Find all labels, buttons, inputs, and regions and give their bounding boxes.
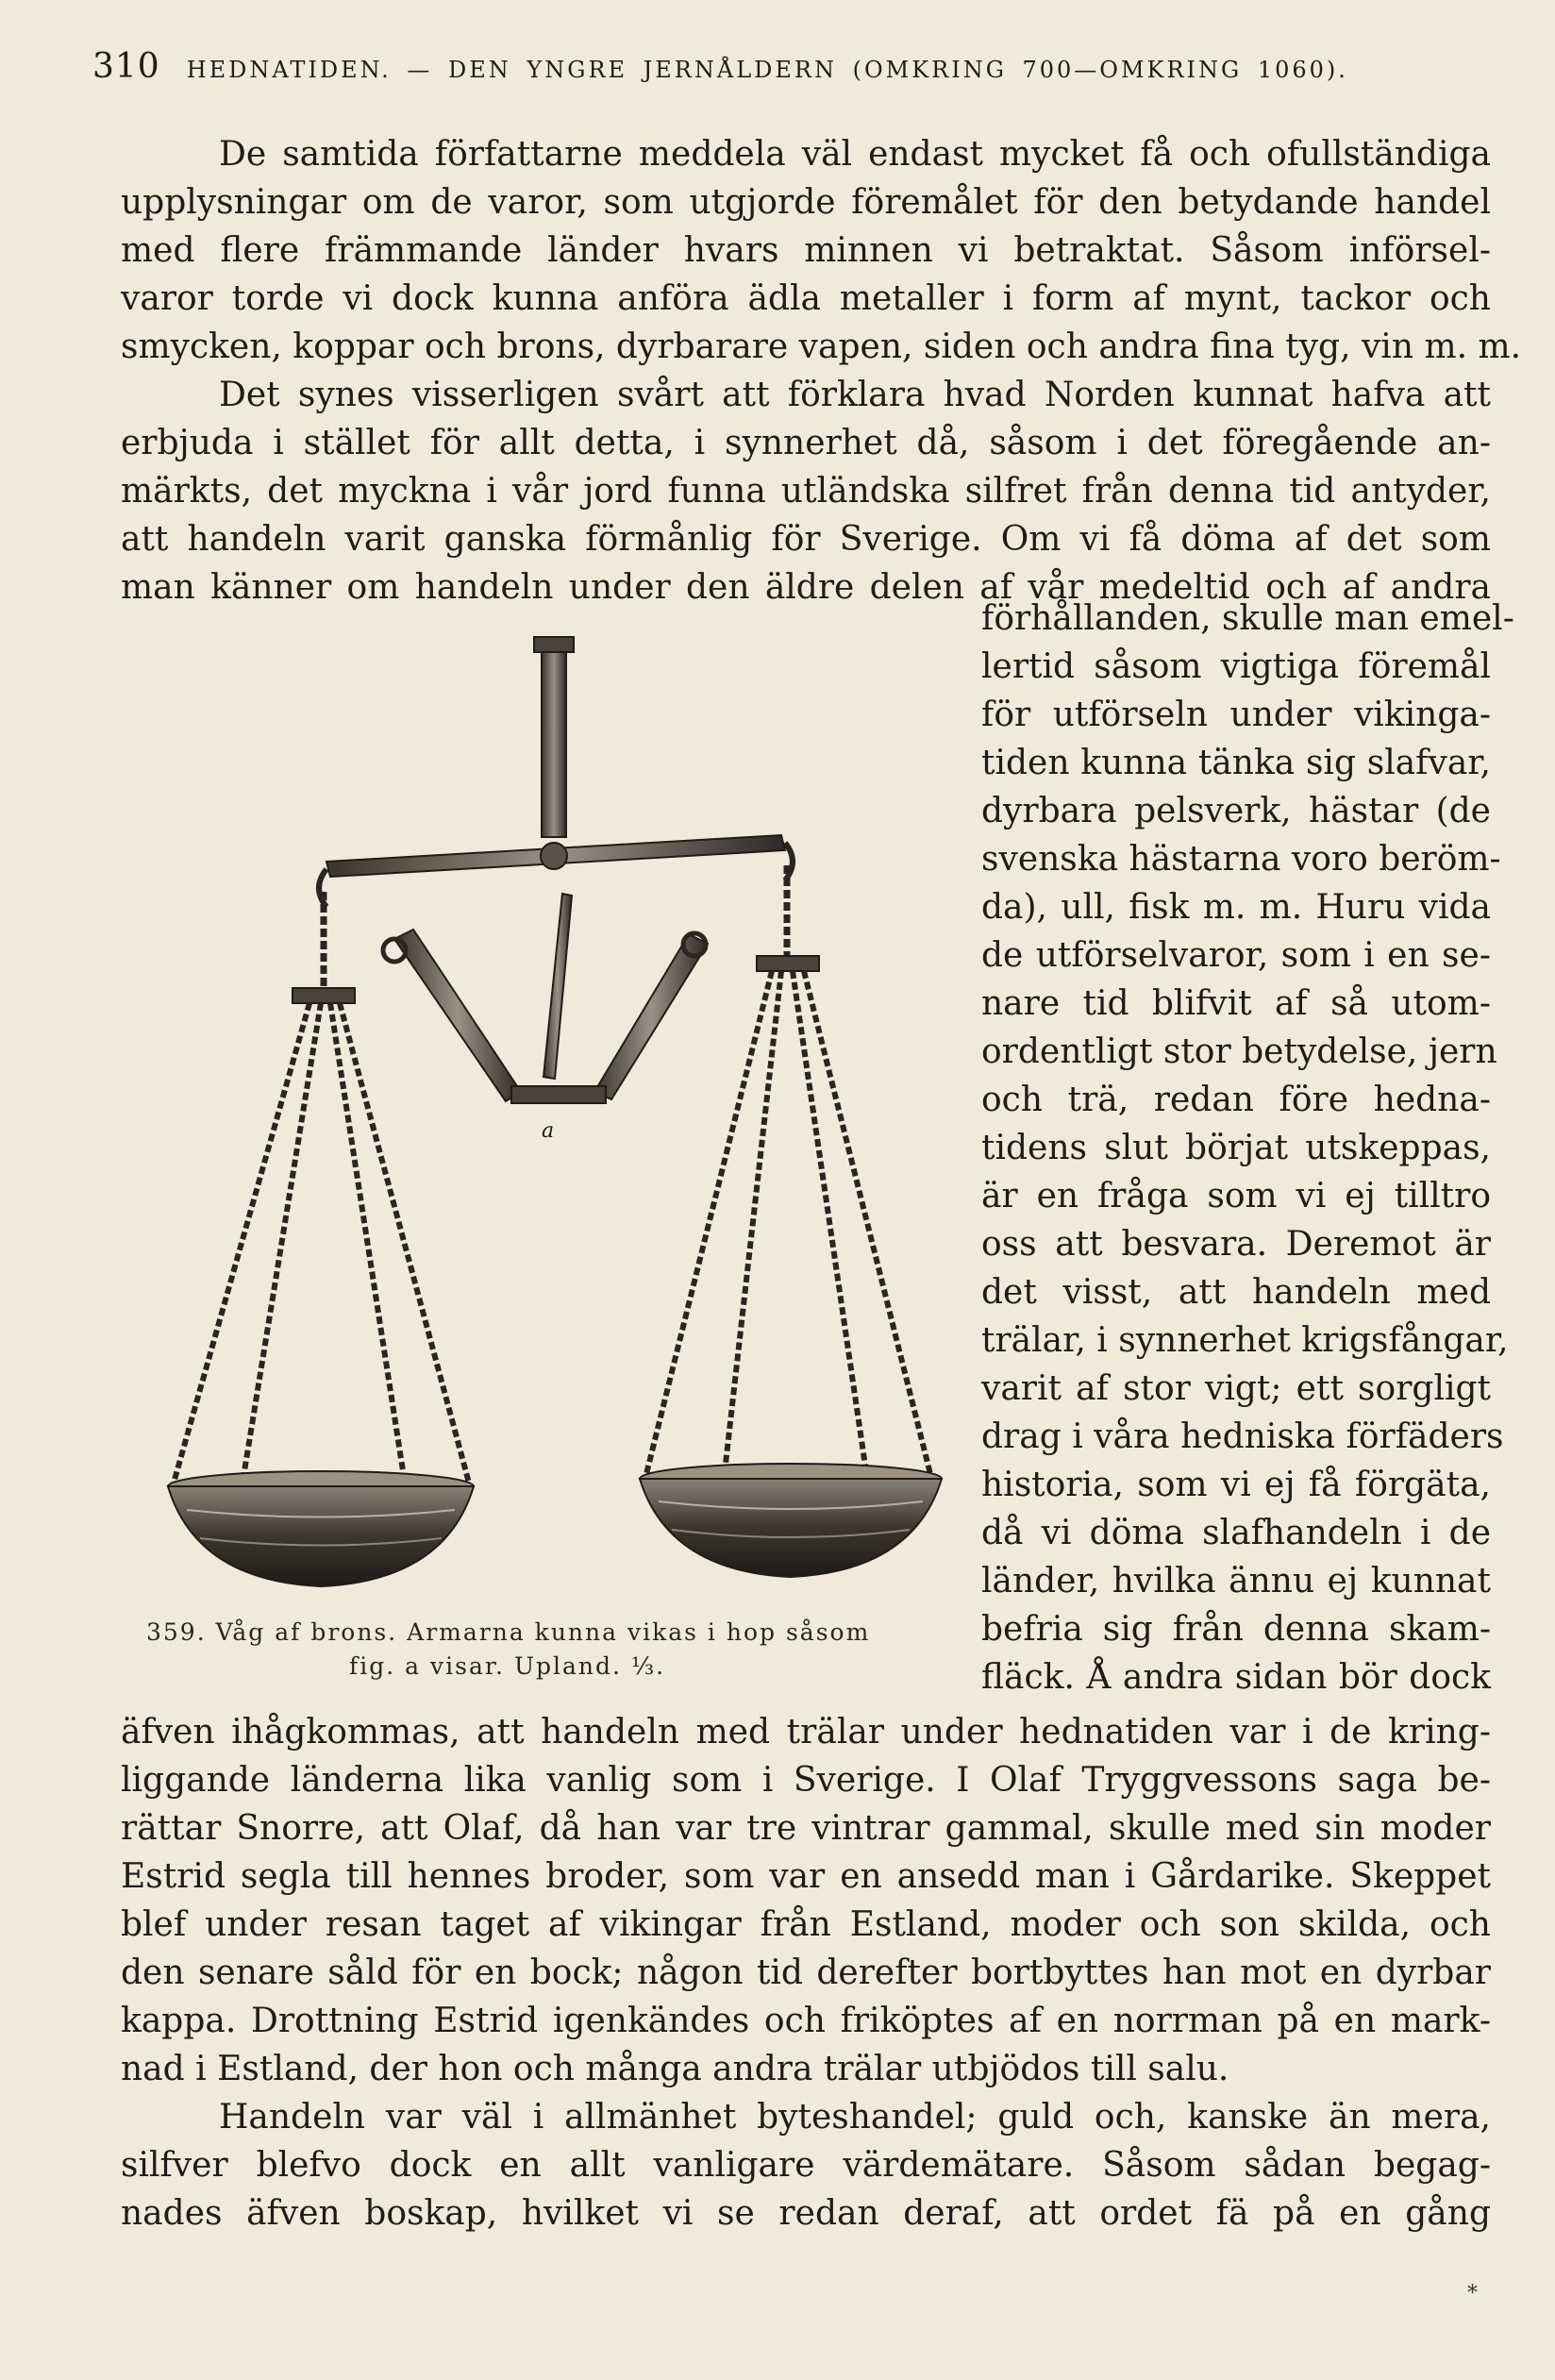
text-line: drag i våra hedniska förfäders xyxy=(981,1417,1504,1456)
text-line: trälar, i synnerhet krigsfångar, xyxy=(981,1321,1509,1360)
caption-line: 359. Våg af brons. Armarna kunna vikas i hop såsom xyxy=(146,1618,871,1646)
text-line: för utförseln under vikinga- xyxy=(981,696,1491,734)
text-line: kappa. Drottning Estrid igenkändes och friköptes af en norrman på en mark- xyxy=(121,2002,1491,2040)
text-line: lertid såsom vigtiga föremål xyxy=(981,647,1491,686)
text-line: upplysningar om de varor, som utgjorde föremålet för den betydande handel xyxy=(121,183,1491,222)
scale-illustration xyxy=(121,609,951,1609)
caption-line: fig. a visar. Upland. ⅓. xyxy=(349,1652,666,1680)
running-head: HEDNATIDEN. — DEN YNGRE JERNÅLDERN (OMKRING 700—OMKRING 1060). xyxy=(186,57,1348,83)
footer-mark: * xyxy=(1467,2282,1478,2305)
text-line: det visst, att handeln med xyxy=(981,1273,1491,1312)
balance-scale-figure xyxy=(121,609,951,1609)
text-line: rättar Snorre, att Olaf, då han var tre vintrar gammal, skulle med sin moder xyxy=(121,1809,1491,1848)
text-line: förhållanden, skulle man emel- xyxy=(981,599,1514,638)
text-line: ordentligt stor betydelse, jern xyxy=(981,1032,1497,1071)
text-line: är en fråga som vi ej tilltro xyxy=(981,1177,1491,1215)
text-line: blef under resan taget af vikingar från Estland, moder och son skilda, och xyxy=(121,1905,1491,1944)
text-line: da), ull, fisk m. m. Huru vida xyxy=(981,888,1491,927)
text-line: då vi döma slafhandeln i de xyxy=(981,1514,1491,1552)
text-line: oss att besvara. Deremot är xyxy=(981,1225,1491,1264)
text-line: länder, hvilka ännu ej kunnat xyxy=(981,1562,1491,1601)
text-line: Handeln var väl i allmänhet byteshandel; guld och, kanske än mera, xyxy=(219,2098,1491,2137)
text-line: att handeln varit ganska förmånlig för Sverige. Om vi få döma af det som xyxy=(121,520,1491,559)
text-line: erbjuda i stället för allt detta, i synnerhet då, såsom i det föregående an- xyxy=(121,424,1491,462)
text-line: varit af stor vigt; ett sorgligt xyxy=(981,1369,1491,1408)
text-line: och trä, redan före hedna- xyxy=(981,1081,1491,1119)
bottom-paragraphs xyxy=(121,1708,1491,2238)
figure-label-a: a xyxy=(542,1119,555,1143)
text-line: nades äfven boskap, hvilket vi se redan deraf, att ordet fä på en gång xyxy=(121,2194,1491,2233)
page-header xyxy=(92,47,1489,104)
text-line: Det synes visserligen svårt att förklara hvad Norden kunnat hafva att xyxy=(219,376,1491,414)
page-number: 310 xyxy=(92,47,160,86)
text-line: den senare såld för en bock; någon tid derefter bortbyttes han mot en dyrbar xyxy=(121,1953,1491,1992)
text-line: smycken, koppar och brons, dyrbarare vapen, siden och andra fina tyg, vin m. m. xyxy=(121,327,1522,366)
text-line: befria sig från denna skam- xyxy=(981,1610,1491,1649)
text-line: märkts, det myckna i vår jord funna utländska silfret från denna tid antyder, xyxy=(121,472,1491,511)
text-line: fläck. Å andra sidan bör dock xyxy=(981,1658,1491,1697)
text-line: liggande länderna lika vanlig som i Sverige. I Olaf Tryggvessons saga be- xyxy=(121,1761,1491,1800)
side-column-text xyxy=(981,595,1514,1701)
text-line: tidens slut börjat utskeppas, xyxy=(981,1129,1491,1167)
text-line: nare tid blifvit af så utom- xyxy=(981,984,1491,1023)
text-line: man känner om handeln under den äldre delen af vår medeltid och af andra xyxy=(121,568,1491,607)
text-line: nad i Estland, der hon och många andra trälar utbjödos till salu. xyxy=(121,2050,1229,2088)
top-paragraphs xyxy=(121,130,1522,612)
text-line: varor torde vi dock kunna anföra ädla metaller i form af mynt, tackor och xyxy=(121,279,1491,318)
text-line: historia, som vi ej få förgäta, xyxy=(981,1466,1491,1504)
text-line: med flere främmande länder hvars minnen vi betraktat. Såsom införsel- xyxy=(121,231,1491,270)
text-line: de utförselvaror, som i en se- xyxy=(981,936,1491,975)
text-line: tiden kunna tänka sig slafvar, xyxy=(981,744,1491,782)
text-line: Estrid segla till hennes broder, som var en ansedd man i Gårdarike. Skeppet xyxy=(121,1857,1491,1896)
text-line: dyrbara pelsverk, hästar (de xyxy=(981,792,1491,830)
figure-caption xyxy=(146,1616,958,1684)
text-line: äfven ihågkommas, att handeln med trälar under hednatiden var i de kring- xyxy=(121,1713,1491,1751)
text-line: svenska hästarna voro beröm- xyxy=(981,840,1501,879)
text-line: silfver blefvo dock en allt vanligare värdemätare. Såsom sådan begag- xyxy=(121,2146,1491,2185)
text-line: De samtida författarne meddela väl endast mycket få och ofullständiga xyxy=(219,135,1491,174)
